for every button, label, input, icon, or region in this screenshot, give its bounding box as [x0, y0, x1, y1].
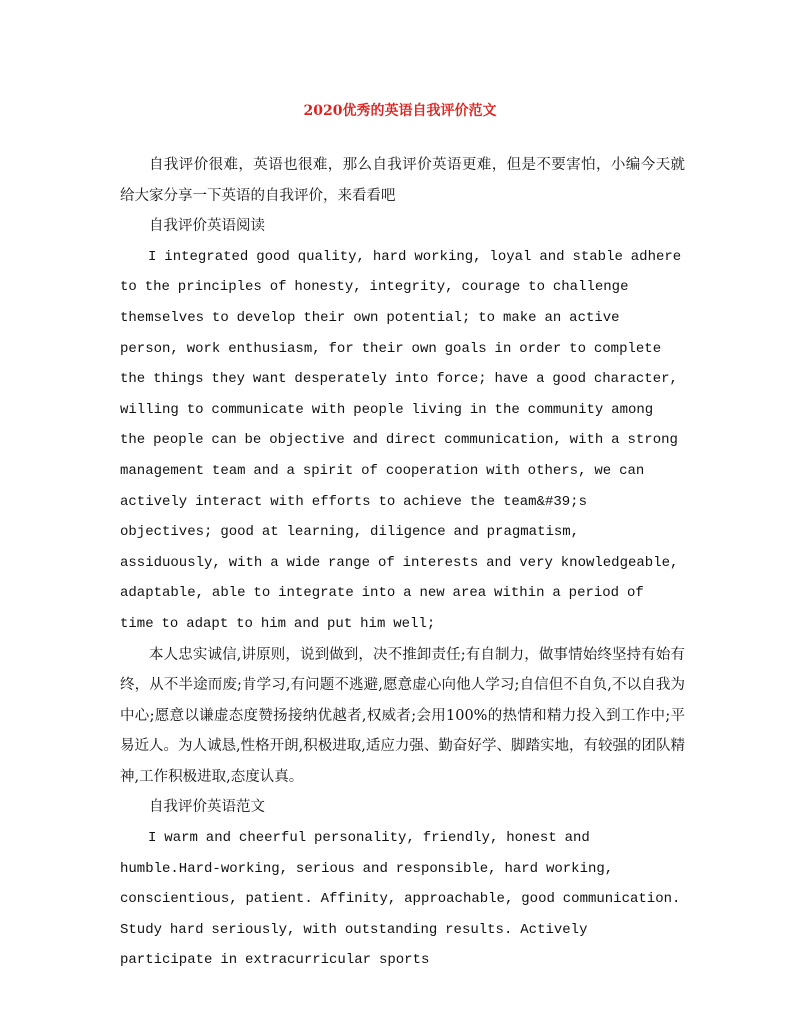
- english-paragraph-1: I integrated good quality, hard working, loyal and stable adhere to the principles of honesty, integrity, courage to challenge themselves to develop their own potential; to make an active person, work enthusiasm, for their own goals in order to complete the things they want desperately into force; have a good character, willing to communicate with people living in the community among the people can be objective and direct communication, with a strong management team and a spirit of cooperation with others, we can actively interact with efforts to achieve the team&#39;s objectives; good at learning, diligence and pragmatism, assiduously, with a wide range of interests and very knowledgeable, adaptable, able to integrate into a new area within a period of time to adapt to him and put him well;: [120, 248, 682, 632]
- section-heading-sample: 自我评价英语范文: [149, 799, 265, 816]
- document-title: 2020优秀的英语自我评价范文: [303, 103, 497, 119]
- chinese-paragraph-1: 本人忠实诚信,讲原则，说到做到，决不推卸责任;有自制力，做事情始终坚持有始有终，从不半途而废;肯学习,有问题不逃避,愿意虚心向他人学习;自信但不自负,不以自我为中心;愿意以谦虚态度赞扬接纳优越者,权威者;会用100%的热情和精力投入到工作中;平易近人。为人诚恳,性格开朗,积极进取,适应力强、勤奋好学、脚踏实地，有较强的团队精神,工作积极进取,态度认真。: [120, 646, 685, 785]
- document-body: [120, 150, 685, 976]
- intro-paragraph: 自我评价很难，英语也很难，那么自我评价英语更难，但是不要害怕，小编今天就给大家分享一下英语的自我评价，来看看吧: [120, 157, 685, 204]
- english-paragraph-2: I warm and cheerful personality, friendly, honest and humble.Hard-working, serious and responsible, hard working, conscientious, patient. Affinity, approachable, good communication. Study hard seriously, with outstanding results. Actively participate in extracurricular sports: [120, 830, 681, 969]
- section-heading-reading: 自我评价英语阅读: [149, 218, 265, 235]
